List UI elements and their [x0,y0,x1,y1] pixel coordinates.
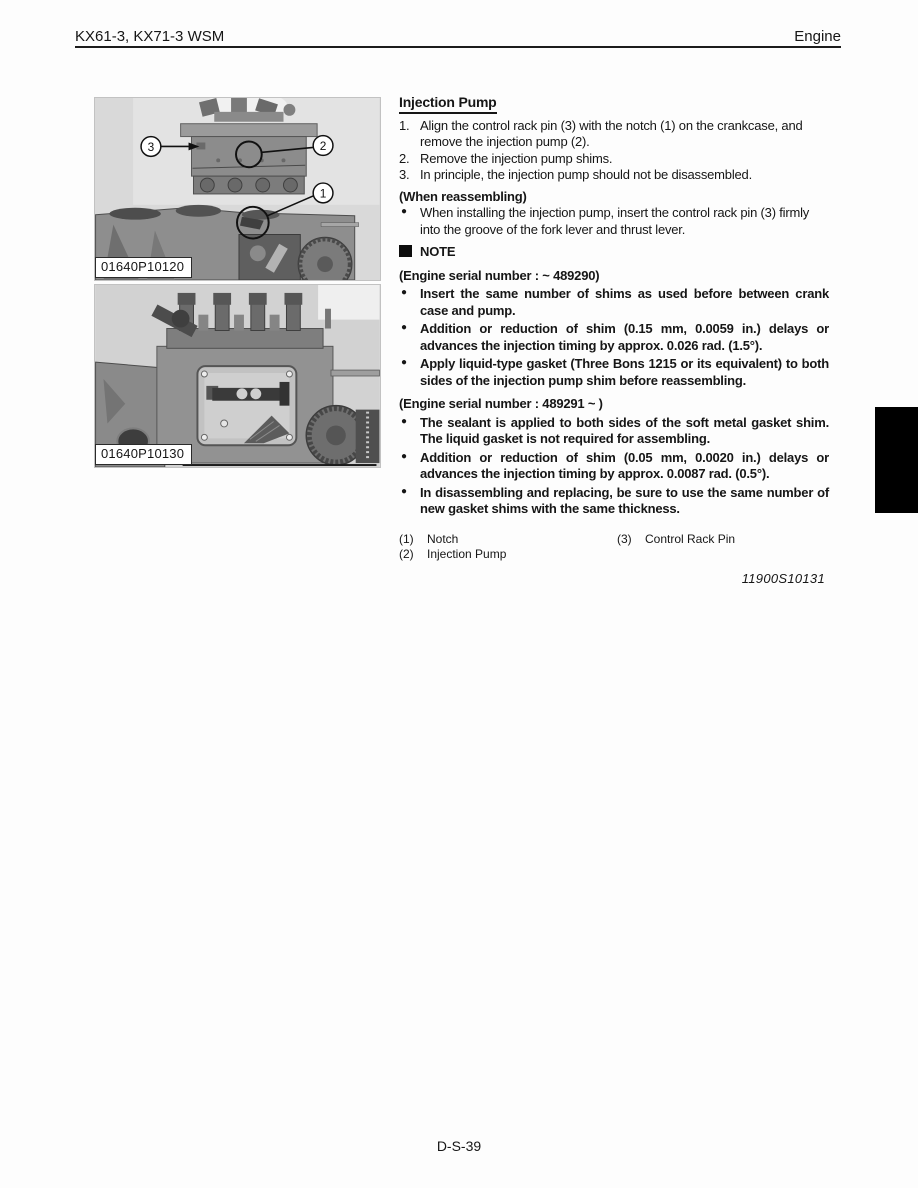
callout-2-label: 2 [319,138,327,153]
bullet-text: The sealant is applied to both sides of the soft metal gasket shim. The liquid gasket is not required for assembling. [420,414,829,446]
step-number: 3. [399,167,410,182]
legend-label: Notch [427,531,459,546]
procedure-step [399,118,829,151]
serial-range-heading: (Engine serial number : ~ 489290) [399,267,600,283]
legend-number: (3) [617,531,632,546]
legend-item [617,532,735,548]
procedure-step [399,151,829,168]
section-title: Injection Pump [399,94,497,114]
figure-reference-number: 11900S10131 [741,570,825,586]
bullet-text: When installing the injection pump, insert the control rack pin (3) firmly into the groove of the fork lever and thrust lever. [420,205,810,237]
photo-caption: 01640P10120 [95,257,192,278]
step-number: 1. [399,117,410,133]
bullet-item [399,205,829,238]
bullet-item [399,286,829,319]
legend-number: (2) [399,547,414,561]
injection-pump-body [181,124,318,194]
parts-legend [399,532,829,566]
lever-hex-head [172,310,190,328]
serial-range-heading: (Engine serial number : 489291 ~ ) [399,396,603,411]
callout-2 [313,136,333,156]
header-section-title: Engine [794,28,841,45]
photo-caption: 01640P10130 [95,444,192,465]
photo-bottom-edge [183,464,377,466]
step-text: In principle, the injection pump should not be disassembled. [420,167,752,182]
note-square-icon [399,245,412,257]
legend-label: Injection Pump [427,547,507,561]
bullet-text: Apply liquid-type gasket (Three Bons 1215 or its equivalent) to both sides of the injection pump shim before reassembling. [420,356,829,388]
serial-section-2-bullets [399,415,829,518]
bullet-text: Insert the same number of shims as used before between crank case and pump. [420,286,829,318]
page-number: D-S-39 [436,1138,482,1154]
legend-item [399,532,829,548]
step-text: Align the control rack pin (3) with the notch (1) on the crankcase, and remove the injection pump (2). [420,117,803,149]
bullet-icon: ● [401,287,407,298]
legend-number: (1) [399,531,414,546]
photo-injection-pump-installed [94,284,381,468]
bullet-item [399,356,829,389]
photo-injection-pump-installed-illustration [95,285,380,467]
bullet-item [399,450,829,483]
callout-1 [313,183,333,203]
step-number: 2. [399,150,410,166]
step-text: Remove the injection pump shims. [420,150,613,166]
callout-3 [141,137,161,157]
inspection-window [197,366,296,445]
bullet-icon: ● [401,485,407,497]
header-rule [75,46,841,48]
bullet-icon: ● [401,415,407,427]
note-label: NOTE [420,244,456,259]
bullet-icon: ● [401,206,407,217]
bullet-icon: ● [401,450,407,462]
bullet-item [399,415,829,448]
callout-3-label: 3 [147,139,155,154]
bullet-text: In disassembling and replacing, be sure to use the same number of new gasket shims with the same thickness. [420,484,829,516]
bullet-item [399,321,829,354]
bullet-icon: ● [401,357,407,368]
photo-injection-pump-removal [94,97,381,281]
when-reassembling-heading: (When reassembling) [399,188,527,204]
procedure-step [399,167,829,184]
serial-section-1-bullets [399,286,829,389]
bullet-text: Addition or reduction of shim (0.15 mm, 0.0059 in.) delays or advances the injection timing by approx. 0.026 rad. (1.5°). [420,321,829,353]
photo-injection-pump-removal-illustration [95,98,380,280]
bullet-item [399,485,829,518]
bullet-text: Addition or reduction of shim (0.05 mm, 0.0020 in.) delays or advances the injection timing by approx. 0.0087 rad. (0.5°). [420,449,829,481]
callout-1-label: 1 [319,186,327,201]
header-model-title: KX61-3, KX71-3 WSM [75,28,225,45]
procedure-column [399,94,829,587]
legend-item [399,547,829,563]
legend-label: Control Rack Pin [645,531,736,546]
section-edge-tab [875,407,918,513]
control-rack [212,388,283,401]
bullet-icon: ● [401,322,407,333]
note-heading [399,244,829,261]
